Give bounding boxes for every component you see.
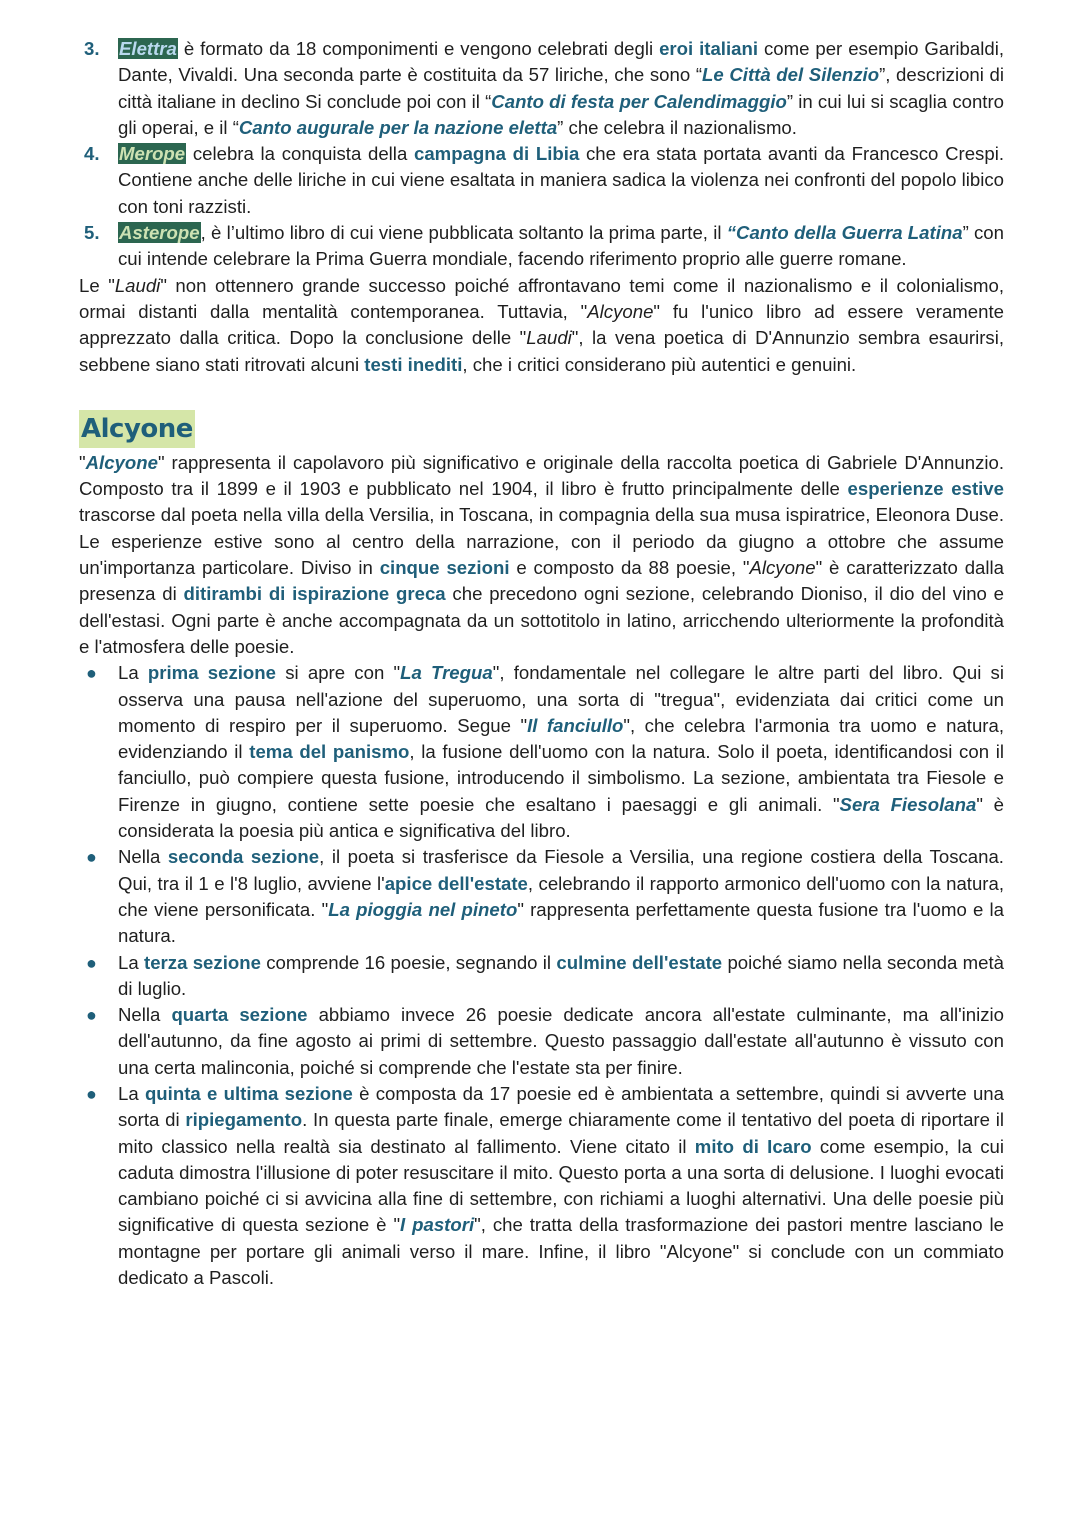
text-run: poiché siamo nella seconda metà di luglio. xyxy=(118,951,1004,999)
text-run: , che i critici considerano più autentici e genuini. xyxy=(462,353,857,375)
keyword: testi inediti xyxy=(364,353,463,375)
text-run: che precedono ogni sezione, celebrando Dioniso, il dio del vino e dell'estasi. Ogni parte è anche accompagnata da un sottotitolo in latino, arricchendo ulteriormente la profondità e l'atmosfera delle poesie. xyxy=(79,583,1005,657)
text-run: La xyxy=(118,951,144,973)
keyword: quarta sezione xyxy=(171,1004,308,1026)
text-run: , la fusione dell'uomo con la natura. Solo il poeta, identificandosi con il fanciullo, può compiere questa fusione, introducendo il simbolismo. La sezione, ambientata tra Fiesole e Firenze in giugno, contiene sette poesie che esaltano i paesaggi e gli animali. " xyxy=(118,741,1004,815)
alcyone-sections-list xyxy=(79,660,1004,1291)
bullet-dot-icon: ● xyxy=(86,952,97,973)
highlighted-book-title: Merope xyxy=(119,143,186,165)
keyword: culmine dell'estate xyxy=(556,951,723,973)
text-run: " è considerata la poesia più antica e significativa del libro. xyxy=(118,793,1004,842)
keyword: quinta e ultima sezione xyxy=(144,1082,353,1104)
title-keyword: I pastori xyxy=(400,1214,475,1236)
alcyone-paragraph xyxy=(79,450,1004,660)
italic-text: Laudi xyxy=(114,274,161,296)
keyword: prima sezione xyxy=(147,662,276,684)
laudi-books-list xyxy=(79,36,1004,273)
text-run: comprende 16 poesie, segnando il xyxy=(260,951,557,973)
list-number: 5. xyxy=(84,222,100,244)
bullet-dot-icon: ● xyxy=(86,1083,97,1104)
title-keyword: Sera Fiesolana xyxy=(839,793,977,815)
numbered-list-item xyxy=(79,141,1004,220)
text-run: ", che tratta della trasformazione dei pastori mentre lasciano le montagne per portare gli animali verso il mare. Infine, il libro "Alcyone" si conclude con un commiato dedicato a Pascoli. xyxy=(118,1214,1004,1289)
text-run: ", la vena poetica di D'Annunzio sembra esaurirsi, sebbene siano stati ritrovati alcuni xyxy=(79,327,1005,375)
italic-text: Laudi xyxy=(526,327,572,349)
section-title-alcyone: Alcyone xyxy=(79,410,195,448)
bullet-list-item xyxy=(79,1002,1004,1081)
numbered-list-item xyxy=(79,36,1004,141)
text-run: ” con cui intende celebrare la Prima Guerra mondiale, facendo riferimento proprio alle guerre romane. xyxy=(118,222,1004,270)
keyword: esperienze estive xyxy=(847,478,1004,500)
text-run: , celebrando il rapporto armonico dell'uomo con la natura, che viene personificata. " xyxy=(118,872,1004,920)
text-run: " fu l'unico libro ad essere veramente apprezzato dalla critica. Dopo la conclusione delle " xyxy=(79,300,1004,349)
text-run: che era stata portata avanti da Francesco Crespi. Contiene anche delle liriche in cui viene esaltata in maniera sadica la violenza nei confronti del popolo libico con toni razzisti. xyxy=(118,143,1004,217)
text-run: trascorse dal poeta nella villa della Versilia, in Toscana, in compagnia della sua musa ispiratrice, Eleonora Duse. Le esperienze estive sono al centro della narrazione, con il periodo da giugno a ottobre che assume un'importanza particolare. Diviso in xyxy=(79,504,1004,579)
keyword: eroi italiani xyxy=(659,38,759,59)
list-number: 4. xyxy=(84,143,100,165)
bullet-list-item xyxy=(79,950,1004,1003)
title-keyword: Alcyone xyxy=(85,451,158,473)
title-keyword: La pioggia nel pineto xyxy=(328,898,518,920)
text-run: è formato da 18 componimenti e vengono celebrati degli xyxy=(177,38,660,59)
bullet-dot-icon: ● xyxy=(86,663,97,684)
text-run: " non ottennero grande successo poiché affrontavano temi come il nazionalismo e il colonialismo, ormai distanti dalla mentalità contemporanea. Tuttavia, " xyxy=(79,274,1004,322)
text-run: La xyxy=(118,1082,145,1104)
highlighted-book-title: Asterope xyxy=(119,222,200,244)
text-run: ” in cui lui si scaglia contro gli operai, e il “ xyxy=(118,90,1004,138)
italic-text: Alcyone xyxy=(587,300,654,322)
bullet-dot-icon: ● xyxy=(86,1005,97,1026)
laudi-paragraph xyxy=(79,273,1004,378)
text-run: Nella xyxy=(118,846,168,868)
text-run: come esempio, la cui caduta dimostra l'illusione di poter resuscitare il mito. Questo porta a una sorta di delusione. I luoghi evocati cambiano poiché ci si avvicina alla fine di settembre, con richiami a luoghi alternativi. Una delle poesie più significative di questa sezione è " xyxy=(118,1135,1004,1236)
text-run: si apre con " xyxy=(275,662,401,684)
title-keyword: Le Città del Silenzio xyxy=(702,64,880,86)
keyword: apice dell'estate xyxy=(384,872,528,894)
text-run: Nella xyxy=(118,1004,172,1026)
italic-text: Alcyone xyxy=(749,557,816,579)
text-run: ”, descrizioni di città italiane in declino Si conclude poi con il “ xyxy=(118,64,1004,112)
text-run: " rappresenta il capolavoro più significativo e originale della raccolta poetica di Gabriele D'Annunzio. Composto tra il 1899 e il 1903 e pubblicato nel 1904, il libro è frutto principalmente delle xyxy=(79,451,1004,500)
keyword: ditirambi di ispirazione greca xyxy=(183,583,446,605)
text-run: e composto da 88 poesie, " xyxy=(509,557,750,579)
title-keyword: Il fanciullo xyxy=(527,714,624,736)
keyword: cinque sezioni xyxy=(379,557,510,579)
title-keyword: La Tregua xyxy=(400,662,493,684)
text-run: celebra la conquista della xyxy=(186,143,414,165)
keyword: mito di Icaro xyxy=(694,1135,812,1157)
text-run: Le " xyxy=(79,274,115,296)
bullet-list-item xyxy=(79,844,1004,949)
text-run: come per esempio Garibaldi, Dante, Vivaldi. Una seconda parte è costituita da 57 liriche, che sono “ xyxy=(118,38,1004,86)
text-run: " rappresenta perfettamente questa fusione tra l'uomo e la natura. xyxy=(118,898,1005,947)
bullet-list-item xyxy=(79,660,1004,844)
text-run: è composta da 17 poesie ed è ambientata a settembre, quindi si avverte una sorta di xyxy=(118,1082,1004,1131)
title-keyword: Canto augurale per la nazione eletta xyxy=(238,116,558,138)
text-run: , è l’ultimo libro di cui viene pubblicata soltanto la prima parte, il xyxy=(200,222,727,244)
title-keyword: Canto di festa per Calendimaggio xyxy=(491,90,787,112)
text-run: " è caratterizzato dalla presenza di xyxy=(79,557,1004,605)
bullet-dot-icon: ● xyxy=(86,847,97,868)
keyword: tema del panismo xyxy=(249,741,410,763)
keyword: ripiegamento xyxy=(185,1109,303,1131)
title-keyword: “Canto della Guerra Latina xyxy=(726,222,963,244)
text-run: ", che celebra l'armonia tra uomo e natura, evidenziando il xyxy=(118,714,1004,763)
list-number: 3. xyxy=(84,38,100,59)
highlighted-book-title: Elettra xyxy=(119,38,177,59)
bullet-list-item xyxy=(79,1081,1004,1291)
keyword: terza sezione xyxy=(144,951,261,973)
text-run: , il poeta si trasferisce da Fiesole a Versilia, una regione costiera della Toscana. Qui, tra il 1 e l'8 luglio, avviene l' xyxy=(118,846,1004,894)
keyword: seconda sezione xyxy=(167,846,320,868)
numbered-list-item xyxy=(79,220,1004,273)
text-run: La xyxy=(118,662,148,684)
text-run: abbiamo invece 26 poesie dedicate ancora all'estate culminante, ma all'inizio dell'autunno, da fine agosto ai primi di settembre. Questo passaggio dall'estate all'autunno è vissuto con una certa malinconia, poiché si comprende che l'estate sta per finire. xyxy=(118,1004,1004,1078)
text-run: ” che celebra il nazionalismo. xyxy=(557,116,797,138)
text-run: " xyxy=(79,451,86,473)
text-run: ", fondamentale nel collegare le altre parti del libro. Qui si osserva una pausa nell'azione del superuomo, una sorta di "tregua", evidenziata dai critici come un momento di respiro per il superuomo. Segue " xyxy=(118,662,1004,736)
keyword: campagna di Libia xyxy=(414,143,580,165)
text-run: . In questa parte finale, emerge chiaramente come il tentativo del poeta di riportare il mito classico nella realtà sia destinato al fallimento. Viene citato il xyxy=(118,1109,1004,1157)
